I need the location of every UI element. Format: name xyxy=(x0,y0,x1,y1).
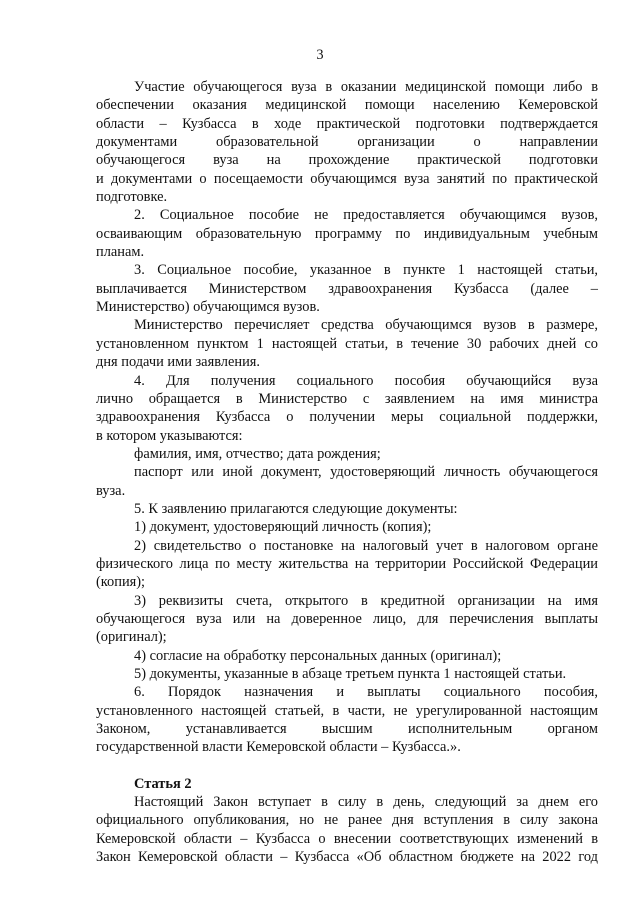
text-line: вуза. xyxy=(96,482,126,499)
text-line: (копия); xyxy=(96,574,146,591)
text-line: Настоящий Закон вступает в силу в день, следующий за днем его xyxy=(134,794,598,811)
text-line: Кемеровской области – Кузбасса о внесении соответствующих изменений в xyxy=(96,830,598,847)
text-line: осваивающим образовательную программу по индивидуальным учебным xyxy=(96,225,598,242)
text-line: в котором указываются: xyxy=(96,427,243,444)
text-line: здравоохранения Кузбасса о получении меры социальной поддержки, xyxy=(96,409,598,426)
text-line: 4) согласие на обработку персональных данных (оригинал); xyxy=(134,647,502,664)
text-line: Министерство) обучающимся вузов. xyxy=(96,299,320,316)
text-line: (оригинал); xyxy=(96,629,167,646)
text-line: 3. Социальное пособие, указанное в пункте 1 настоящей статьи, xyxy=(134,262,598,279)
text-line: обеспечении оказания медицинской помощи населению Кемеровской xyxy=(96,97,598,114)
text-line: Министерство перечисляет средства обучающимся вузов в размере, xyxy=(134,317,598,334)
page-number: 3 xyxy=(316,47,324,63)
text-line: планам. xyxy=(96,244,145,261)
text-line: Закон Кемеровской области – Кузбасса «Об областном бюджете на 2022 год xyxy=(96,849,598,866)
text-line: физического лица по месту жительства на территории Российской Федерации xyxy=(96,555,598,572)
text-line: 2. Социальное пособие не предоставляется обучающимся вузов, xyxy=(134,207,598,224)
text-line: лично обращается в Министерство с заявлением на имя министра xyxy=(96,390,598,407)
text-line: официального опубликования, но не ранее дня вступления в силу закона xyxy=(96,812,598,829)
text-line: 4. Для получения социального пособия обучающийся вуза xyxy=(134,372,598,389)
text-line: дня подачи ими заявления. xyxy=(96,354,260,371)
text-line: 3) реквизиты счета, открытого в кредитной организации на имя xyxy=(134,592,598,609)
text-line: 1) документ, удостоверяющий личность (копия); xyxy=(134,519,432,536)
text-line: области – Кузбасса в ходе практической подготовки подтверждается xyxy=(96,115,598,132)
text-line: 5. К заявлению прилагаются следующие документы: xyxy=(134,500,458,517)
text-line: Участие обучающегося вуза в оказании медицинской помощи либо в xyxy=(134,79,598,95)
text-line: Законом, устанавливается высшим исполнительным органом xyxy=(96,721,598,738)
article-heading: Статья 2 xyxy=(134,775,192,792)
text-line: выплачивается Министерством здравоохранения Кузбасса (далее – xyxy=(96,280,598,297)
text-line: установленного настоящей статьей, в части, не урегулированной настоящим xyxy=(96,702,598,719)
text-line: 2) свидетельство о постановке на налоговый учет в налоговом органе xyxy=(134,537,598,554)
text-line: обучающегося вуза или на доверенное лицо, для перечисления выплаты xyxy=(96,610,598,627)
text-line: документами образовательной организации о направлении xyxy=(96,134,598,151)
text-line: подготовке. xyxy=(96,189,168,206)
text-line: паспорт или иной документ, удостоверяющий личность обучающегося xyxy=(134,464,598,481)
text-line: и документами о посещаемости обучающимся вуза занятий по практической xyxy=(96,170,598,187)
text-line: 5) документы, указанные в абзаце третьем пункта 1 настоящей статьи. xyxy=(134,666,567,682)
document-body xyxy=(96,78,598,866)
text-line: фамилия, имя, отчество; дата рождения; xyxy=(134,445,381,462)
text-line: государственной власти Кемеровской области – Кузбасса.». xyxy=(96,739,461,756)
text-line: установленном пунктом 1 настоящей статьи, в течение 30 рабочих дней со xyxy=(96,335,598,352)
text-line: обучающегося вуза на прохождение практической подготовки xyxy=(96,152,598,169)
text-line: 6. Порядок назначения и выплаты социального пособия, xyxy=(134,684,598,701)
